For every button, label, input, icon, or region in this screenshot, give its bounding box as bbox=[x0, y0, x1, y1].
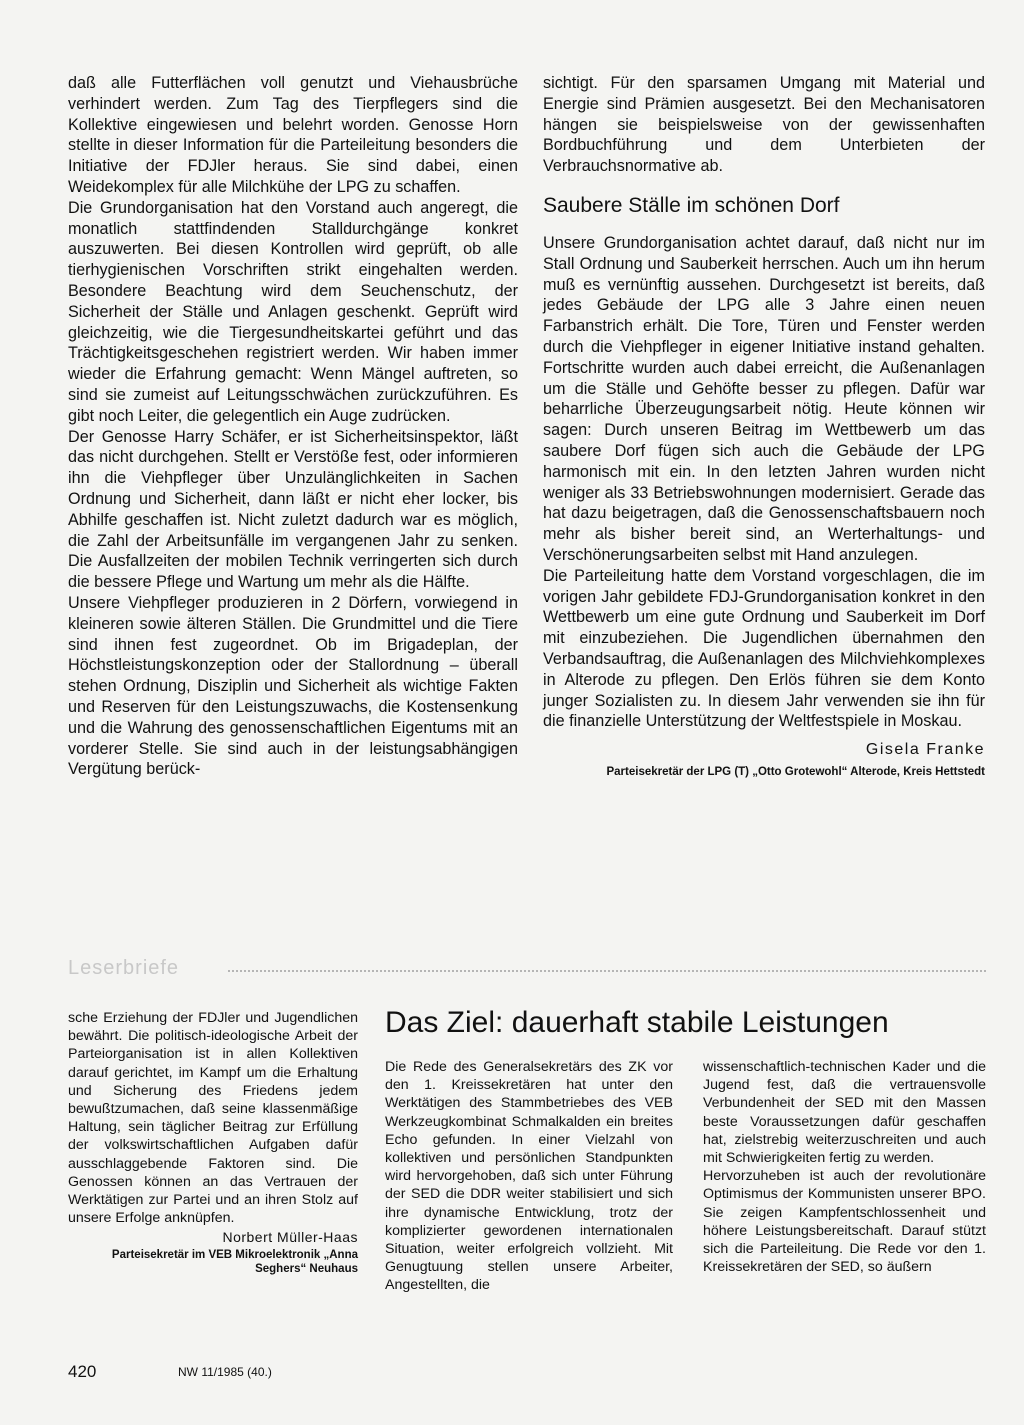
letter-paragraph: Die Rede des Generalsekretärs des ZK vor den 1. Kreissekretären hat unter den Werktätigen des Stammbetriebes des VEB Werkzeugkombinat Schmalkalden ein breites Echo gefunden. In einer Vielzahl von kollektiven und persönlichen Standpunkten wird hervorgehoben, daß sich unter Führung der SED die DDR weiter stabilisiert und sich ihre dynamische Entwicklung, trotz der komplizierter gewordenen internationalen Situation, weiter erfolgreich vollzieht. Mit Genugtuung stellen unsere Arbeiter, Angestellten, die bbox=[385, 1059, 673, 1294]
letter-paragraph: wissenschaftlich-technischen Kader und die Jugend fest, daß die vertrauensvolle Verbundenheit der SED mit den Massen beste Voraussetzungen dafür geschaffen hat, zielstrebig weiterzuschreiten und auch mit Schwierigkeiten fertig zu werden. bbox=[703, 1059, 986, 1167]
article-subheading: Saubere Ställe im schönen Dorf bbox=[543, 193, 840, 217]
section-divider bbox=[68, 957, 986, 979]
article-right-column bbox=[543, 73, 985, 779]
page-footer bbox=[68, 1362, 368, 1386]
article-paragraph: Unsere Grundorganisation achtet darauf, daß nicht nur im Stall Ordnung und Sauberkeit herrschen. Auch um ihn herum muß es vernünftig aussehen. Durchgesetzt ist bereits, daß jedes Gebäude der LPG alle 3 Jahre einen neuen Farbanstrich erhält. Die Tore, Türen und Fenster werden durch die Viehpfleger in eigener Initiative instand gehalten. Fortschritte wurden auch dabei erreicht, die Außenanlagen um die Ställe und Gehöfte besser zu pflegen. Dafür war beharrliche Überzeugungsarbeit nötig. Heute können wir sagen: Durch unseren Beitrag im Wettbewerb um das saubere Dorf fügen sich auch die Gebäude der LPG harmonisch mit ein. In den letzten Jahren wurden nicht weniger als 33 Betriebswohnungen modernisiert. Gerade das hat dazu beigetragen, daß die Genossenschaftsbauern noch mehr als bisher bereit sind, an Werterhaltungs- und Verschönerungsarbeiten selbst mit Hand anzulegen. bbox=[543, 233, 985, 564]
letter-main-column-1 bbox=[385, 1058, 673, 1295]
article-author-role: Parteisekretär der LPG (T) „Otto Grotewohl“ Alterode, Kreis Hettstedt bbox=[606, 765, 985, 778]
article-paragraph: Der Genosse Harry Schäfer, er ist Sicherheitsinspektor, läßt das nicht durchgehen. Stellt er Verstöße fest, oder informieren ihn die Viehpfleger über Unzulänglichkeiten in Sachen Ordnung und Sicherheit, dann läßt er nicht eher locker, bis Abhilfe geschaffen ist. Nicht zuletzt dadurch war es möglich, die Zahl der Arbeitsunfälle im vergangenen Jahr zu senken. Die Ausfallzeiten der mobilen Technik verringerten sich durch die bessere Pflege und Wartung um mehr als die Hälfte. bbox=[68, 427, 518, 592]
article-paragraph: Die Parteileitung hatte dem Vorstand vorgeschlagen, die im vorigen Jahr gebildete FDJ-Grundorganisation konkret in den Wettbewerb um eine gute Ordnung und Sauberkeit im Dorf mit einzubeziehen. Die Jugendlichen übernahmen den Verbandsauftrag, die Außenanlagen des Milchviehkomplexes in Alterode zu pflegen. Den Erlös führen sie dem Konto junger Sozialisten zu. In diesem Jahr verwenden sie ihn für die finanzielle Unterstützung der Weltfestspiele in Moskau. bbox=[543, 566, 985, 731]
article-paragraph: Die Grundorganisation hat den Vorstand auch angeregt, die monatlich stattfindenden Stalldurchgänge konkret auszuwerten. Bei diesen Kontrollen wird geprüft, ob alle tierhygienischen Vorschriften strikt eingehalten werden. Besondere Beachtung wird dem Seuchenschutz, der Sicherheit der Ställe und Anlagen geschenkt. Geprüft wird gleichzeitig, wie die Tiergesundheitskartei geführt und das Trächtigkeitsgeschehen registriert werden. Wir haben immer wieder die Erfahrung gemacht: Wenn Mängel auftreten, so sind sie zumeist auf Leitungsschwächen zurückzuführen. Es gibt noch Leiter, die gelegentlich ein Auge zudrücken. bbox=[68, 198, 518, 425]
article-paragraph: daß alle Futterflächen voll genutzt und Viehausbrüche verhindert werden. Zum Tag des Tierpflegers sind die Kollektive eingewiesen und belehrt worden. Genosse Horn stellte in dieser Information für die Parteileitung besonders die Initiative der FDJler heraus. Sie sind dabei, einen Weidekomplex für alle Milchkühe der LPG zu schaffen. bbox=[68, 74, 518, 196]
letter-headline: Das Ziel: dauerhaft stabile Leistungen bbox=[385, 1006, 889, 1039]
letter-left-column bbox=[68, 1009, 358, 1276]
letter-author-role: Parteisekretär im VEB Mikroelektronik „Anna Seghers“ Neuhaus bbox=[111, 1248, 358, 1275]
article-paragraph: sichtigt. Für den sparsamen Umgang mit Material und Energie sind Prämien ausgesetzt. Bei den Mechanisatoren hängen sie beispielsweise von der gewissenhaften Bordbuchführung und dem Unterbieten der Verbrauchsnormative ab. bbox=[543, 74, 985, 176]
letter-main-column-2 bbox=[703, 1058, 986, 1276]
page-number: 420 bbox=[68, 1362, 97, 1381]
letter-author: Norbert Müller-Haas bbox=[222, 1229, 358, 1246]
section-label: Leserbriefe bbox=[68, 957, 180, 979]
article-left-column bbox=[68, 73, 518, 780]
article-paragraph: Unsere Viehpfleger produzieren in 2 Dörfern, vorwiegend in kleineren sowie älteren Ställen. Die Grundmittel und die Tiere sind ihnen fest zugeordnet. Ob im Brigadeplan, der Höchstleistungskonzeption oder der Stallordnung – überall stehen Ordnung, Disziplin und Sicherheit als wichtige Fakten und Reserven für den Leistungszuwachs, die Kostensenkung und die Wahrung des genossenschaftlichen Eigentums mit an vorderer Stelle. Sie sind auch in der leistungsabhängigen Vergütung berück- bbox=[68, 593, 518, 779]
section-rule bbox=[228, 970, 986, 972]
article-author: Gisela Franke bbox=[865, 741, 985, 759]
letter-paragraph: sche Erziehung der FDJler und Jugendlichen bewährt. Die politisch-ideologische Arbeit der Parteiorganisation ist in allen Kollektiven darauf gerichtet, im Kampf um die Erhaltung und Sicherung des Friedens jedem bewußtzumachen, daß seine klassenmäßige Haltung, sein täglicher Beitrag zur Erfüllung der volkswirtschaftlichen Aufgaben dafür ausschlaggebende Faktoren sind. Die Genossen können an das Vertrauen der Werktätigen zur Partei und an ihren Stolz auf unsere Erfolge anknüpfen. bbox=[68, 1010, 358, 1227]
issue-label: NW 11/1985 (40.) bbox=[178, 1365, 272, 1379]
letter-paragraph: Hervorzuheben ist auch der revolutionäre Optimismus der Kommunisten unserer BPO. Sie zeigen Kampfentschlossenheit und höhere Leistungsbereitschaft. Darauf stützt sich die Parteileitung. Die Rede vor den 1. Kreissekretären der SED, so äußern bbox=[703, 1168, 986, 1276]
